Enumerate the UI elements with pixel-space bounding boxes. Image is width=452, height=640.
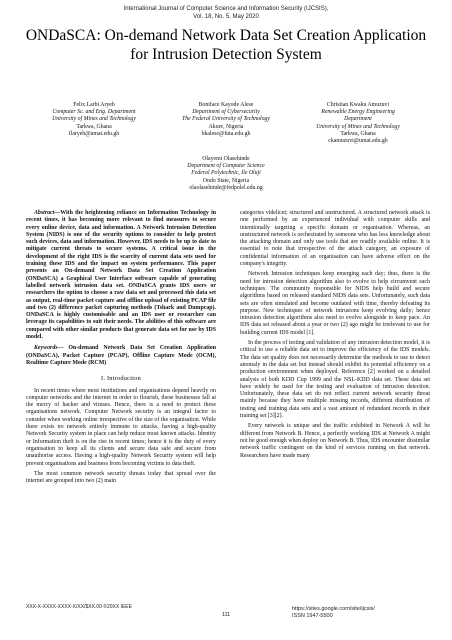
author-dept: Department of Cybersecurity [192, 109, 260, 116]
author-dept: Computer Sc. and Eng. Department [52, 109, 136, 116]
keywords [26, 345, 216, 367]
left-column [26, 210, 216, 488]
author-city: Akure, Nigeria [208, 123, 244, 130]
author-org: University of Mines and Technology [52, 116, 136, 123]
author-block [160, 102, 292, 145]
paragraph: The most common network security threats today that spread over the internet are grouped into two (2) main [26, 470, 216, 485]
paragraph: categories videlicet; structured and unstructured. A structured network attack is one performed by an experienced individual with computer skills and intentionally targeting a specific domain or organisation. Whereas, an unstructured network is orchestrated by someone who has less knowledge about the attacking domain and only use tools that are readily available online. It is essential to note that irrespective of the attach category, an exposure of confidential information of an organisation can have adverse effect on the company's integrity. [240, 210, 430, 268]
abstract-text: —With the heightening reliance on Information Technology in recent times, it has becoming more relevant to find measures to secure every online device, data and information. A Network Intrusion Detection System (NIDS) is one of the security options to consider to help protect such devices, data and information. However, IDS needs to be up to date to mitigate current threats to secure systems. A critical issue in the development of the right IDS is the scarcity of current data sets used for training these IDS and the impact on system performance. This paper presents an On-demand Network Data Set Creation Application (ONDaSCA) a Graphical User Interface software capable of generating labelled network intrusion data set. ONDaSCA grants IDS users or researchers the option to choose a raw data set and processed this data set as output, real-time packet capture and offline upload of existing PCAP file and two (2) difference packet capturing methods (Tshark and Dumpcap). ONDaSCA is highly customisable and an IDS user or researcher can leverage its capabilities to suit their needs. The abilities of this software are compared with other similar products that generate data set for use by IDS model. [26, 210, 216, 341]
paragraph: In the process of testing and validation of any intrusion detection model, it is critical to use a reliable data set to improve the efficiency of the IDS models. The data set quality does not necessarily determine the methods to use to detect anomaly in the data set but instead should exhibit its potential efficiency on a production environment when deployed. Reference [2] worked on a detailed analysis of both KDD Cup 1999 and the NSL-KDD data set. These data set have widely be used for the testing and evaluation of intrusion detection. Unfortunately, these data set do not reflect current network security threat mainly because they have multiple missing records, different distribution of testing and training data sets and a vast amount of redundant records in their training set [3][2]. [240, 340, 430, 420]
journal-header [0, 6, 452, 21]
author-block [160, 156, 292, 192]
issn: ISSN 1947-5500 [292, 613, 333, 619]
right-column [240, 210, 430, 463]
author-dept: Renewable Energy Engineering [321, 109, 395, 116]
paragraph: Network Intrusion techniques keep emerging each day; thus, there is the need for intrusion detection algorithm also to evolve to help circumvent such techniques. The community responsible for NIDS help build and secure algorithms based on released standard NIDS data sets. Unfortunately, such data sets are often simulated and become outdated with time, thereby defeating its purpose. New techniques of network intrusions keep evolving daily; hence intrusion detection algorithms also need to evolve alongside to keep pace. An IDS data set released about a year or two (2) ago might be irrelevant to use for building current IDS model [1]. [240, 271, 430, 336]
journal-name: International Journal of Computer Science and Information Security (IJCSIS), [123, 6, 329, 12]
author-org: Department [344, 116, 372, 123]
author-city: Ondo State, Nigeria [202, 177, 250, 184]
author-dept: Department of Computer Science [187, 163, 265, 170]
author-block [28, 102, 160, 145]
paragraph: Every network is unique and the traffic exhibited in Network A will be different from Network B. Hence, a perfectly working IDS at Network A might not be good enough when deploy on Network B. Thus, IDS encounter dissimilar network traffic contingent on the kind of services running on that network. Researchers have made many [240, 423, 430, 459]
author-name: Felix Larbi Aryeh [73, 102, 115, 108]
author-org2: University of Mines and Technology [316, 123, 400, 130]
keywords-text: — On-demand Network Data Set Creation Application (ONDaSCA), Packet Capture (PCAP), Offline Capture Mode (OCM), Realtime Capture Mode (RCM) [26, 345, 216, 366]
section-heading: I. Introduction [101, 375, 141, 383]
footer-right [292, 606, 432, 620]
author-city: Tarkwa, Ghana [340, 130, 376, 137]
paragraph: In recent times where most institutions and organisations depend heavily on computer networks and the internet in order to flourish, these businesses fall at the mercy of hacker and viruses. Hence, there is a need to protect these organisations network. Computer Network security is an integral factor to consider when working online irrespective of the size of the organisation. While there exists no network entirely immune to attacks, having a high-quality Network Security system in place can help reduce most known attacks. Identity or Information theft is on the rise in recent times; hence it is the duty of every organisation to keep all its clients and secure data safe and secure from unauthorise access. Having a high-quality Network Security system will help prevent organisations and business from becoming victims to data theft. [26, 387, 216, 467]
page-number: 111 [221, 612, 231, 618]
paper-title: ONDaSCA: On-demand Network Data Set Creation Application for Intrusion Detection System [25, 27, 427, 63]
author-name: Boniface Kayode Alese [198, 102, 254, 108]
author-email: olaolasehinde@fedpolel.edu.ng [189, 184, 263, 191]
authors-row [28, 102, 424, 145]
author-email: bkalese@futa.edu.gh [201, 130, 251, 137]
author-email: flaryeh@umat.edu.gh [68, 130, 120, 137]
journal-volume: Vol. 18, No. 5, May 2020 [193, 13, 259, 20]
footer-isbn: XXX-X-XXXX-XXXX-X/XX/$XX.00 ©20XX IEEE [26, 604, 132, 610]
author-org: The Federal University of Technology [181, 116, 270, 123]
journal-url[interactable]: https://sites.google.com/site/ijcsis/ [292, 606, 375, 612]
author-org: Federal Polytechnic, Ile Oluji [191, 170, 261, 177]
author-block [292, 102, 424, 145]
abstract [26, 210, 216, 341]
abstract-lead: Abstract [34, 210, 55, 216]
author-email: ckamuzuvi@umat.edu.gh [328, 138, 388, 145]
author-name: Christian Kwaku Amuzuvi [326, 102, 390, 108]
author-city: Tarkwa, Ghana [76, 123, 112, 130]
keywords-lead: Keywords [34, 345, 58, 352]
author-name: Olayemi Olasehinde [202, 156, 250, 162]
